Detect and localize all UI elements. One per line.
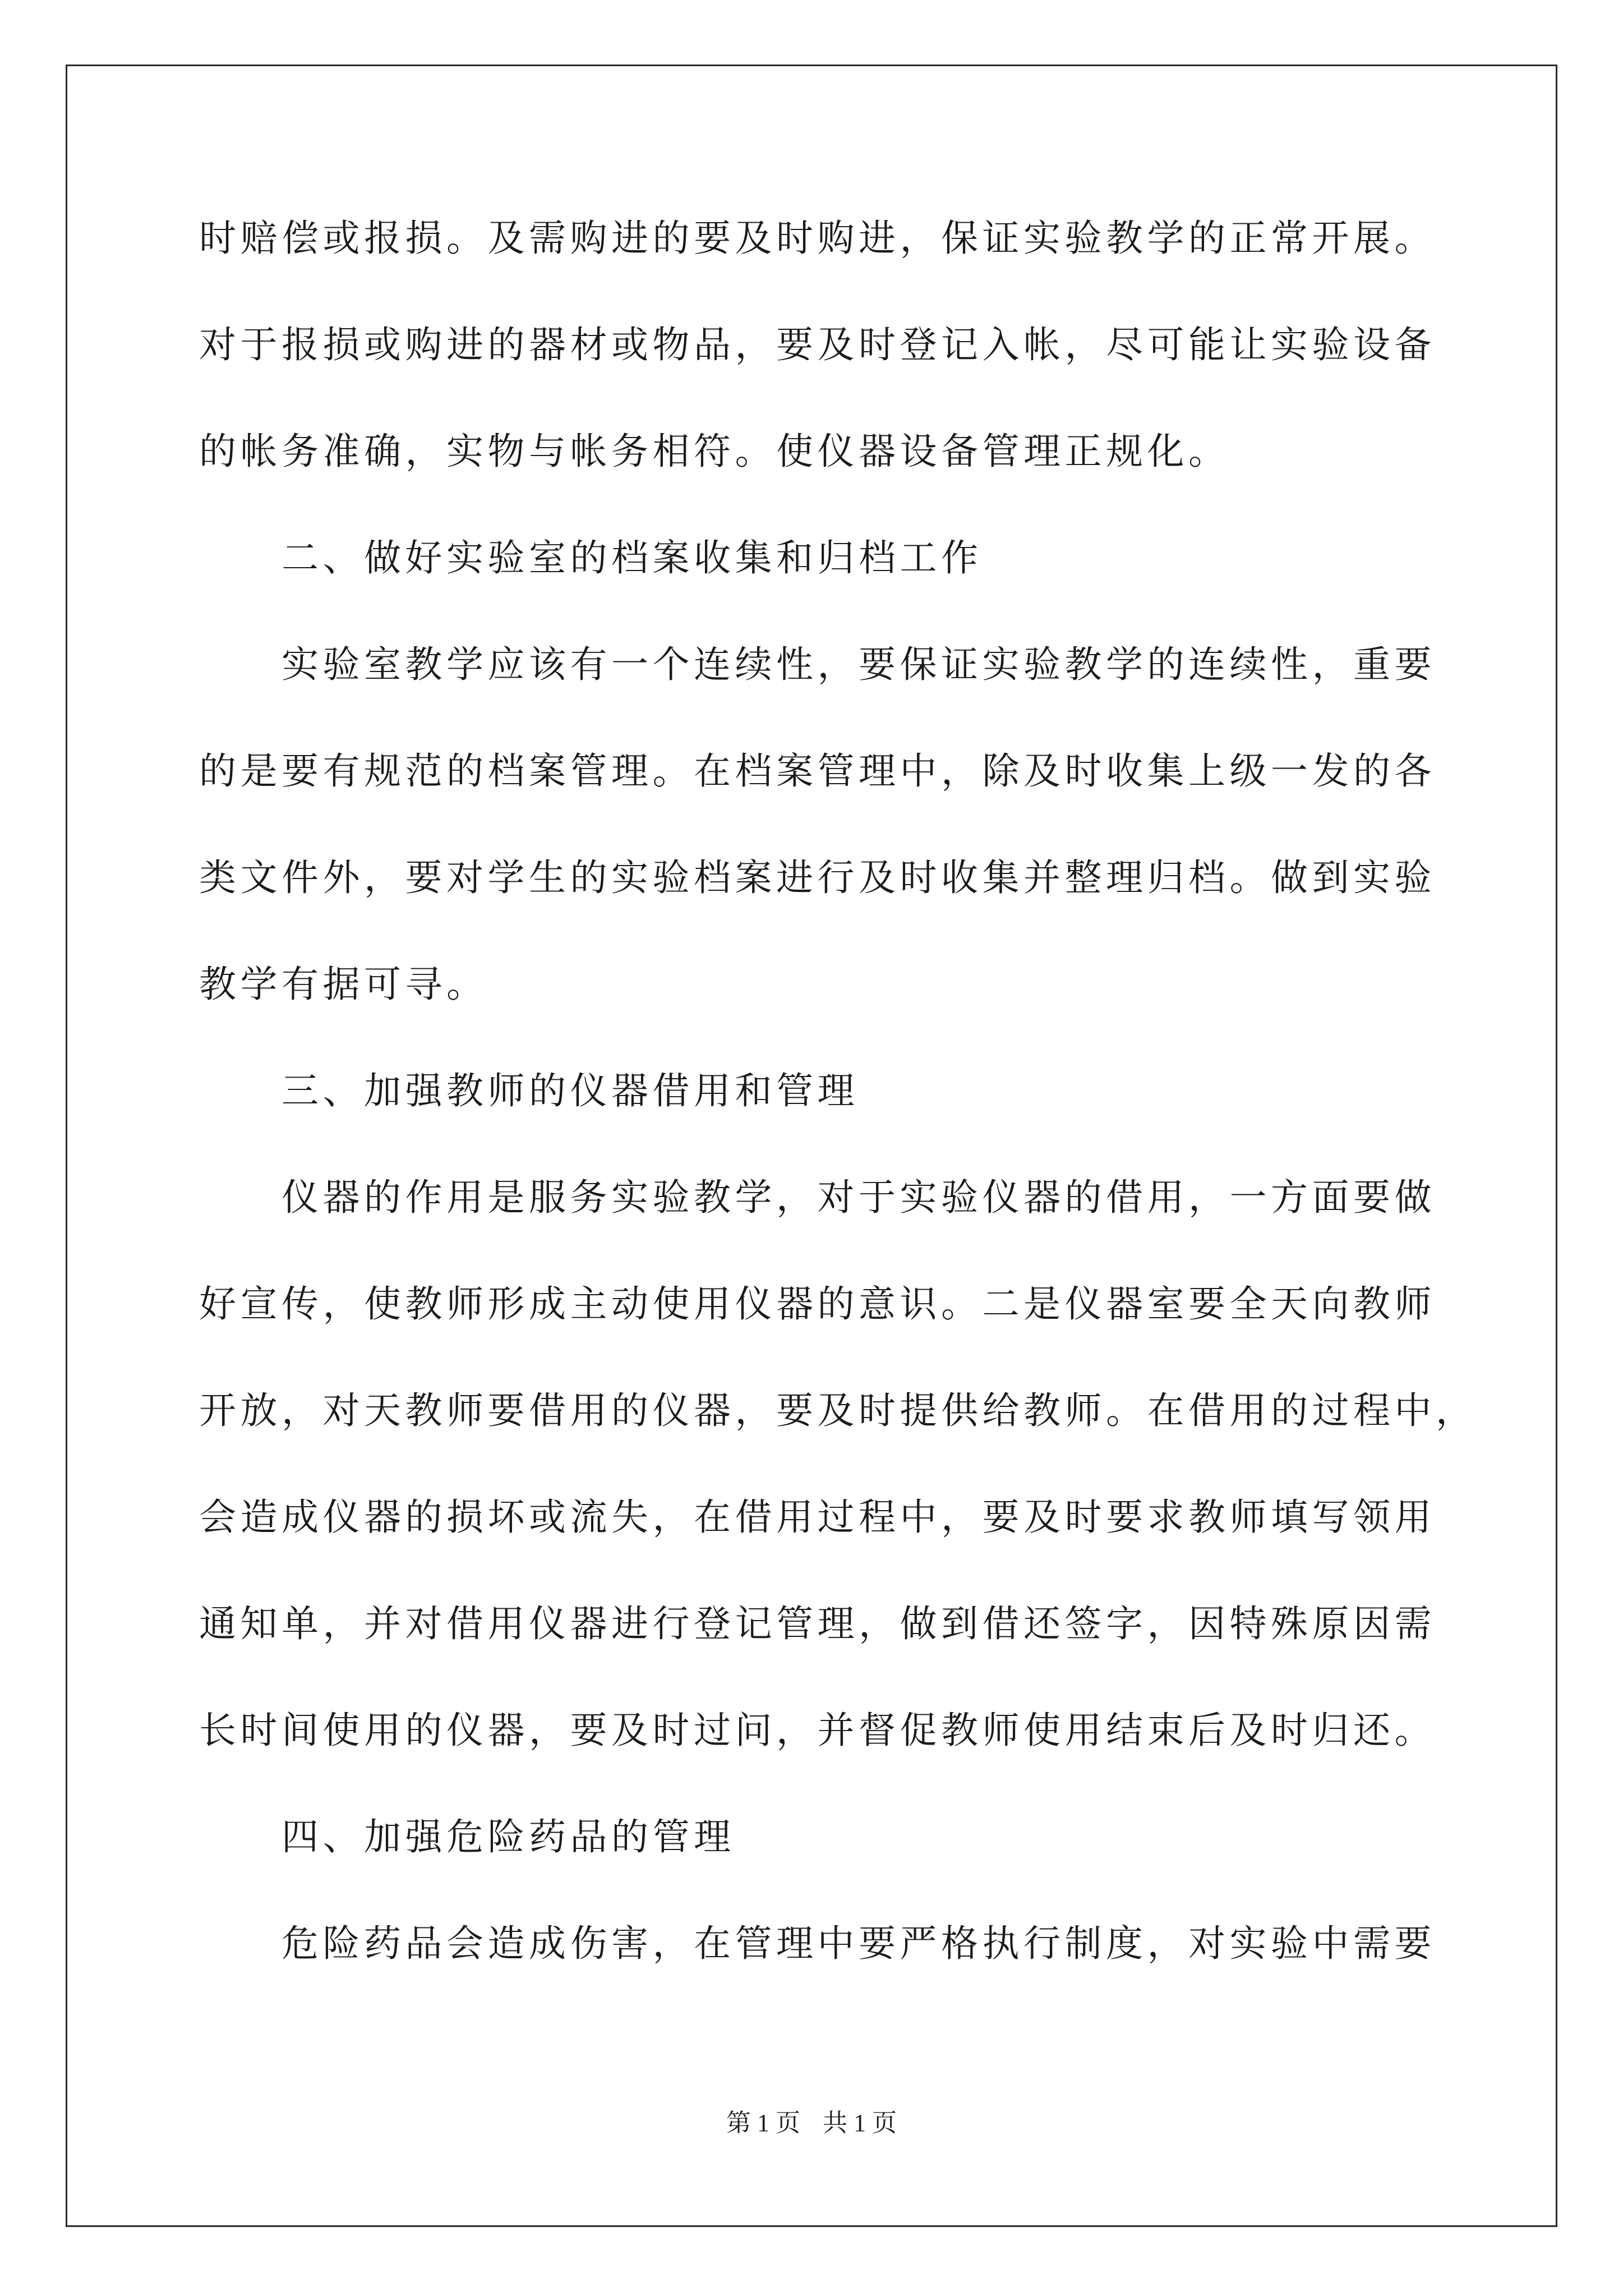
page-footer — [0, 2106, 1623, 2140]
text-line-8: 教学有据可寻。 — [199, 963, 488, 1006]
section-heading-3: 三、加强教师的仪器借用和管理 — [282, 1069, 859, 1112]
text-line-6: 的是要有规范的档案管理。在档案管理中，除及时收集上级一发的各 — [199, 749, 1436, 793]
text-line-15: 长时间使用的仪器，要及时过问，并督促教师使用结束后及时归还。 — [199, 1709, 1436, 1752]
page-number: 第 1 页 — [726, 2109, 800, 2137]
page-total: 共 1 页 — [823, 2109, 897, 2137]
text-line-11: 好宣传，使教师形成主动使用仪器的意识。二是仪器室要全天向教师 — [199, 1282, 1436, 1326]
text-line-17: 危险药品会造成伤害，在管理中要严格执行制度，对实验中需要 — [282, 1922, 1436, 1965]
text-line-12: 开放，对天教师要借用的仪器，要及时提供给教师。在借用的过程中， — [199, 1389, 1477, 1432]
section-heading-4: 四、加强危险药品的管理 — [282, 1815, 735, 1858]
text-line-14: 通知单，并对借用仪器进行登记管理，做到借还签字，因特殊原因需 — [199, 1602, 1436, 1645]
text-line-3: 的帐务准确，实物与帐务相符。使仪器设备管理正规化。 — [199, 430, 1230, 473]
text-line-2: 对于报损或购进的器材或物品，要及时登记入帐，尽可能让实验设备 — [199, 323, 1436, 366]
text-line-5: 实验室教学应该有一个连续性，要保证实验教学的连续性，重要 — [282, 643, 1436, 686]
document-body — [199, 213, 1477, 2025]
text-line-13: 会造成仪器的损坏或流失，在借用过程中，要及时要求教师填写领用 — [199, 1496, 1436, 1539]
text-line-1: 时赔偿或报损。及需购进的要及时购进，保证实验教学的正常开展。 — [199, 217, 1436, 260]
text-line-10: 仪器的作用是服务实验教学，对于实验仪器的借用，一方面要做 — [282, 1176, 1436, 1219]
section-heading-2: 二、做好实验室的档案收集和归档工作 — [282, 536, 983, 579]
text-line-7: 类文件外，要对学生的实验档案进行及时收集并整理归档。做到实验 — [199, 856, 1436, 899]
